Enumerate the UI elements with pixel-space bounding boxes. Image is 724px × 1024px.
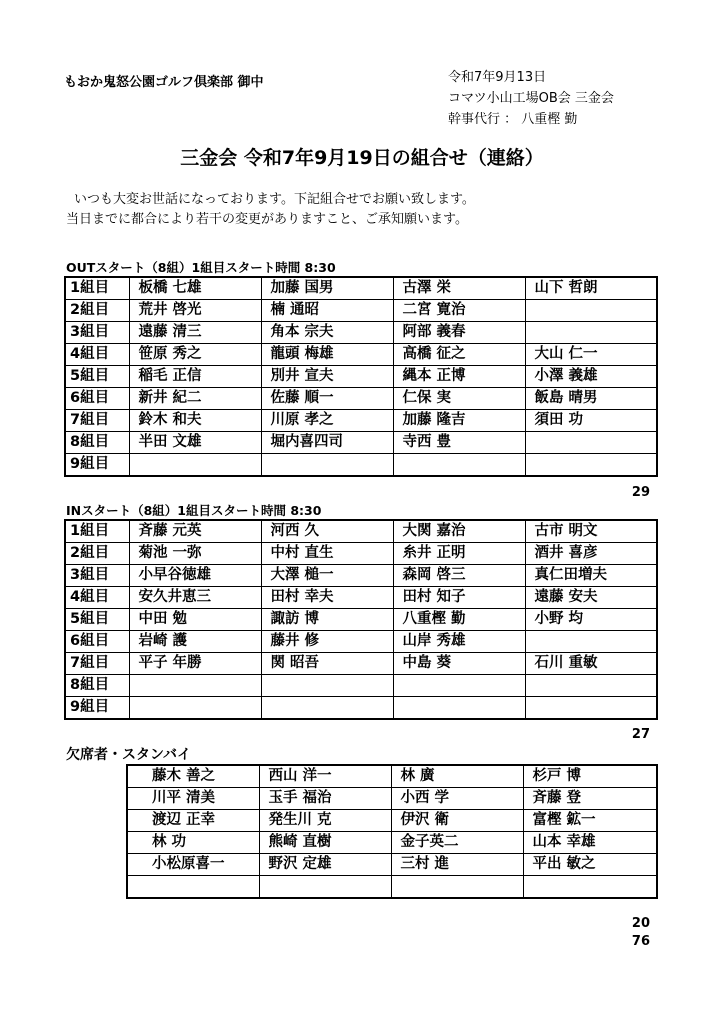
player-name: 菊池 一弥: [129, 543, 261, 565]
player-name: 小野 均: [525, 609, 657, 631]
player-name: 縄本 正博: [393, 366, 525, 388]
table-row: [127, 832, 657, 854]
player-name: 林 廣: [391, 765, 523, 788]
player-name: 加藤 国男: [261, 277, 393, 300]
intro-line-1: いつも大変お世話になっております。下記組合せでお願い致します。: [74, 192, 475, 207]
intro-line-2: 当日までに都合により若干の変更がありますこと、ご承知願います。: [66, 212, 468, 227]
player-name: 岩崎 護: [129, 631, 261, 653]
table-row: [65, 344, 657, 366]
player-name: 小西 学: [391, 788, 523, 810]
table-row: [65, 653, 657, 675]
player-name: 阿部 義春: [393, 322, 525, 344]
in-pairing-table: [64, 519, 658, 720]
player-name: 大澤 槌一: [261, 565, 393, 587]
group-number: 5組目: [65, 366, 129, 388]
group-number: 1組目: [65, 277, 129, 300]
group-number: 5組目: [65, 609, 129, 631]
table-row: [65, 565, 657, 587]
player-name: 藤木 善之: [127, 765, 259, 788]
group-number: 3組目: [65, 565, 129, 587]
player-name: 山岸 秀雄: [393, 631, 525, 653]
player-name: 新井 紀二: [129, 388, 261, 410]
player-name: 玉手 福治: [259, 788, 391, 810]
player-name: 中田 勉: [129, 609, 261, 631]
player-name: [129, 697, 261, 720]
player-name: [129, 454, 261, 477]
group-number: 6組目: [65, 631, 129, 653]
document-date: 令和7年9月13日: [448, 70, 547, 85]
table-row: [65, 587, 657, 609]
player-name: [261, 697, 393, 720]
player-name: 小松原喜一: [127, 854, 259, 876]
table-row: [127, 788, 657, 810]
player-name: 酒井 喜彦: [525, 543, 657, 565]
player-name: [259, 876, 391, 899]
player-name: 藤井 修: [261, 631, 393, 653]
group-number: 9組目: [65, 454, 129, 477]
player-name: 中島 葵: [393, 653, 525, 675]
player-name: 大関 嘉治: [393, 520, 525, 543]
player-name: 古市 明文: [525, 520, 657, 543]
table-row: [65, 631, 657, 653]
player-name: 平子 年勝: [129, 653, 261, 675]
player-name: 大山 仁一: [525, 344, 657, 366]
table-row: [65, 277, 657, 300]
player-name: 森岡 啓三: [393, 565, 525, 587]
table-row: [127, 765, 657, 788]
player-name: 川原 孝之: [261, 410, 393, 432]
group-number: 3組目: [65, 322, 129, 344]
player-name: 二宮 寛治: [393, 300, 525, 322]
player-name: 平出 敏之: [523, 854, 657, 876]
player-name: [393, 697, 525, 720]
player-name: 山本 幸雄: [523, 832, 657, 854]
absent-section-label: 欠席者・スタンバイ: [66, 747, 192, 763]
player-name: 別井 宣夫: [261, 366, 393, 388]
player-name: [129, 675, 261, 697]
table-row: [65, 675, 657, 697]
group-number: 1組目: [65, 520, 129, 543]
table-row: [127, 854, 657, 876]
player-name: [525, 631, 657, 653]
player-name: 金子英二: [391, 832, 523, 854]
player-name: 野沢 定雄: [259, 854, 391, 876]
player-name: 小早谷徳雄: [129, 565, 261, 587]
organization: コマツ小山工場OB会 三金会: [448, 91, 614, 106]
player-name: 糸井 正明: [393, 543, 525, 565]
group-number: 2組目: [65, 543, 129, 565]
player-name: [261, 675, 393, 697]
player-name: 寺西 豊: [393, 432, 525, 454]
player-name: 西山 洋一: [259, 765, 391, 788]
total-count: 76: [631, 934, 650, 949]
group-number: 6組目: [65, 388, 129, 410]
absent-count: 20: [631, 916, 650, 931]
player-name: 飯島 晴男: [525, 388, 657, 410]
player-name: 堀内喜四司: [261, 432, 393, 454]
player-name: [261, 454, 393, 477]
group-number: 4組目: [65, 587, 129, 609]
player-name: 河西 久: [261, 520, 393, 543]
in-section-label: INスタート（8組）1組目スタート時間 8:30: [66, 503, 322, 518]
player-name: 富樫 鉱一: [523, 810, 657, 832]
player-name: 高橋 征之: [393, 344, 525, 366]
player-name: [525, 432, 657, 454]
player-name: 稲毛 正信: [129, 366, 261, 388]
player-name: 笹原 秀之: [129, 344, 261, 366]
player-name: 荒井 啓光: [129, 300, 261, 322]
player-name: [525, 322, 657, 344]
player-name: 古澤 栄: [393, 277, 525, 300]
group-number: 8組目: [65, 432, 129, 454]
table-row: [127, 876, 657, 899]
table-row: [65, 609, 657, 631]
addressee: もおか鬼怒公園ゴルフ倶楽部 御中: [64, 75, 264, 90]
player-name: [393, 675, 525, 697]
player-name: 小澤 義雄: [525, 366, 657, 388]
player-name: 八重樫 勤: [393, 609, 525, 631]
player-name: 中村 直生: [261, 543, 393, 565]
player-name: 林 功: [127, 832, 259, 854]
player-name: 安久井恵三: [129, 587, 261, 609]
player-name: [525, 300, 657, 322]
player-name: 半田 文雄: [129, 432, 261, 454]
player-name: [525, 454, 657, 477]
page-title: 三金会 令和7年9月19日の組合せ（連絡）: [180, 147, 544, 169]
player-name: [393, 454, 525, 477]
table-row: [65, 432, 657, 454]
player-name: 発生川 克: [259, 810, 391, 832]
player-name: 渡辺 正幸: [127, 810, 259, 832]
player-name: 斉藤 登: [523, 788, 657, 810]
player-name: 須田 功: [525, 410, 657, 432]
player-name: 田村 幸夫: [261, 587, 393, 609]
out-pairing-table: [64, 276, 658, 477]
player-name: 遠藤 安夫: [525, 587, 657, 609]
table-row: [65, 410, 657, 432]
group-number: 2組目: [65, 300, 129, 322]
table-row: [65, 366, 657, 388]
player-name: 川平 清美: [127, 788, 259, 810]
player-name: 伊沢 衛: [391, 810, 523, 832]
player-name: 真仁田増夫: [525, 565, 657, 587]
group-number: 7組目: [65, 410, 129, 432]
group-number: 9組目: [65, 697, 129, 720]
player-name: 諏訪 博: [261, 609, 393, 631]
group-number: 7組目: [65, 653, 129, 675]
player-name: 龍頭 梅雄: [261, 344, 393, 366]
player-name: [127, 876, 259, 899]
player-name: [523, 876, 657, 899]
player-name: 楠 通昭: [261, 300, 393, 322]
out-count: 29: [631, 485, 650, 500]
player-name: 田村 知子: [393, 587, 525, 609]
absent-standby-table: [126, 764, 658, 899]
table-row: [65, 697, 657, 720]
table-row: [65, 388, 657, 410]
table-row: [65, 520, 657, 543]
player-name: 関 昭吾: [261, 653, 393, 675]
player-name: 板橋 七雄: [129, 277, 261, 300]
player-name: [525, 675, 657, 697]
group-number: 4組目: [65, 344, 129, 366]
player-name: 杉戸 博: [523, 765, 657, 788]
table-row: [65, 454, 657, 477]
player-name: [525, 697, 657, 720]
player-name: 三村 進: [391, 854, 523, 876]
table-row: [65, 543, 657, 565]
in-count: 27: [631, 727, 650, 742]
sender: 幹事代行 ： 八重樫 勤: [448, 112, 578, 127]
table-row: [65, 322, 657, 344]
player-name: 遠藤 清三: [129, 322, 261, 344]
player-name: 佐藤 順一: [261, 388, 393, 410]
player-name: 加藤 隆吉: [393, 410, 525, 432]
table-row: [65, 300, 657, 322]
player-name: 石川 重敏: [525, 653, 657, 675]
player-name: 斉藤 元英: [129, 520, 261, 543]
player-name: 仁保 実: [393, 388, 525, 410]
player-name: 山下 哲朗: [525, 277, 657, 300]
table-row: [127, 810, 657, 832]
group-number: 8組目: [65, 675, 129, 697]
out-section-label: OUTスタート（8組）1組目スタート時間 8:30: [66, 260, 336, 275]
player-name: [391, 876, 523, 899]
player-name: 熊崎 直樹: [259, 832, 391, 854]
player-name: 鈴木 和夫: [129, 410, 261, 432]
player-name: 角本 宗夫: [261, 322, 393, 344]
